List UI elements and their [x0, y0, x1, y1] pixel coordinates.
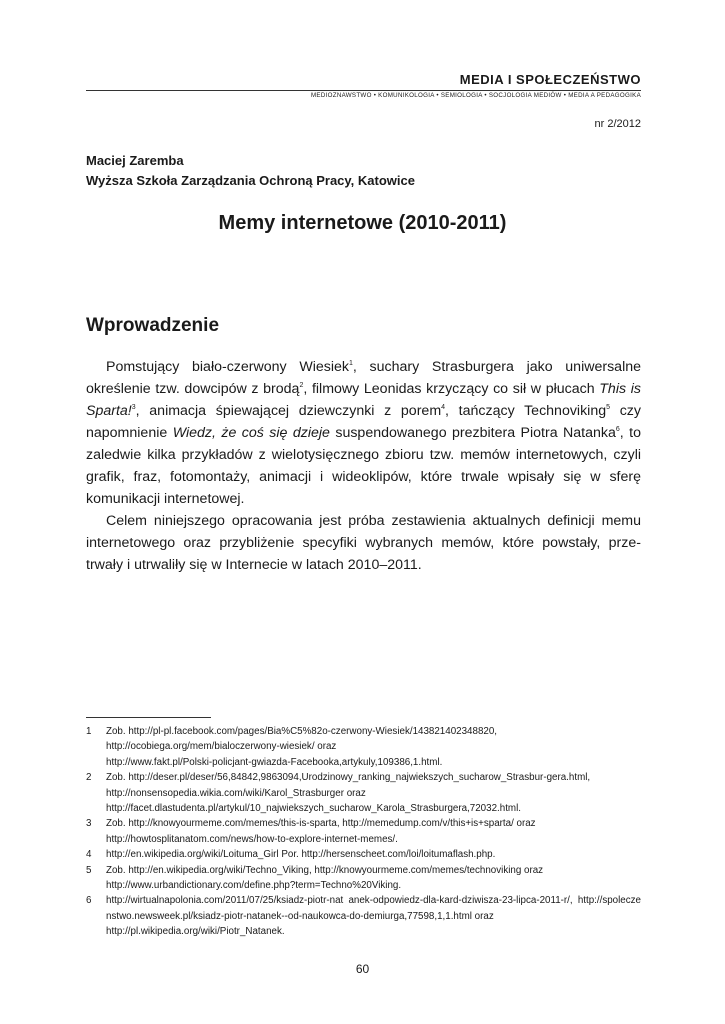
text-run: , suchary Strasburgera jako uniwersalne określenie tzw. dowcipów z brodą	[86, 359, 641, 397]
footnote-line: http://www.urbandictionary.com/define.php?term=Techno%20Viking.	[106, 880, 402, 892]
text-run: , to zaledwie kilka przykładów z wielotysięcznego zbioru tzw. memów internetowych, czyli grafik, fraz, fotomontaży, animacji i wideoklipów, które trwale wpisały się w sferę komunikacji internetowej.	[86, 425, 641, 507]
footnote-number: 6	[86, 895, 92, 907]
footnote-text	[106, 770, 641, 816]
footnote-line: http://www.fakt.pl/Polski-policjant-gwiazda-Facebooka,artykuly,109386,1.html.	[106, 756, 443, 768]
text-run: Pomstujący biało-czerwony Wiesiek	[106, 359, 349, 375]
header-rule	[86, 90, 641, 91]
footnote-line: http://ocobiega.org/mem/bialoczerwony-wiesiek/ oraz	[106, 741, 337, 753]
footnote-line: Zob. http://pl-pl.facebook.com/pages/Bia%C5%82o-czerwony-Wiesiek/143821402348820,	[106, 726, 498, 737]
footnote	[86, 863, 641, 894]
footnote-line: Zob. http://en.wikipedia.org/wiki/Techno_Viking, http://knowyourmeme.com/memes/technoviking oraz	[106, 864, 544, 876]
footnote-ref: 3	[131, 404, 136, 411]
footnote-line: http://pl.wikipedia.org/wiki/Piotr_Natanek.	[106, 926, 285, 938]
footnote	[86, 724, 641, 770]
paragraph-2: Celem niniejszego opracowania jest próba zestawienia aktualnych definicji memu internetowego oraz przybliżenie specyfiki wybranych memów, które powstały, prze-trwały i utrwaliły się w Internecie w latach 2010–2011.	[86, 513, 641, 573]
section-heading: Wprowadzenie	[86, 315, 220, 336]
paper-title: Memy internetowe (2010-2011)	[218, 212, 507, 234]
paragraph-1	[86, 356, 641, 510]
footnotes	[86, 724, 641, 940]
text-run: czy napomnienie	[86, 403, 641, 441]
text-run: , filmowy Leonidas krzyczący co sił w płucach	[303, 381, 600, 397]
text-run: suspendowanego prezbitera Piotra Natanka	[329, 425, 616, 441]
footnote-number: 2	[86, 772, 92, 784]
footnote-ref: 2	[299, 382, 304, 389]
footnote-text	[106, 863, 641, 894]
italic-text: Wiedz, że coś się dzieje	[172, 425, 330, 441]
footnote-text	[106, 847, 641, 862]
footnote-ref: 5	[606, 404, 611, 411]
footnote	[86, 847, 641, 862]
text-run: , tańczący Technoviking	[445, 403, 607, 419]
footnote-line: http://facet.dlastudenta.pl/artykul/10_najwiekszych_sucharow_Karola_Strasburgera,72032.html.	[106, 803, 521, 815]
journal-title: MEDIA I SPOŁECZEŃSTWO	[459, 72, 641, 87]
footnote-ref: 1	[348, 360, 353, 367]
footnote	[86, 893, 641, 939]
footnote-line: Zob. http://knowyourmeme.com/memes/this-is-sparta, http://memedump.com/v/this+is+sparta/ oraz	[106, 818, 536, 830]
footnote-text	[106, 816, 641, 847]
author-name: Maciej Zaremba	[86, 153, 184, 168]
footnote-line: Zob. http://deser.pl/deser/56,84842,9863094,Urodzinowy_ranking_najwiekszych_sucharow_Strasbur-gera.html,	[106, 772, 591, 784]
footnote-number: 4	[86, 849, 92, 861]
body-text	[86, 356, 641, 576]
footnote-ref: 4	[441, 404, 446, 411]
footnote-line: http://en.wikipedia.org/wiki/Loituma_Girl Por. http://hersenscheet.com/loi/loitumaflash.php.	[106, 849, 496, 861]
footnote-number: 1	[86, 726, 92, 737]
footnote-line: http://howtosplitanatom.com/news/how-to-explore-internet-memes/.	[106, 833, 398, 845]
page-number: 60	[355, 962, 370, 976]
text-run: , animacja śpiewającej dziewczynki z porem	[135, 403, 442, 419]
footnote-ref: 6	[615, 426, 620, 433]
footnote	[86, 816, 641, 847]
footnote-text	[106, 724, 641, 770]
footnote-number: 3	[86, 818, 92, 830]
footnote-line: http://wirtualnapolonia.com/2011/07/25/ksiadz-piotr-nat anek-odpowiedz-dla-kard-dziwisza-23-lipca-2011-r/, http://spoleczenstwo.newsweek.pl/ksiadz-piotr-natanek--od-naukowca-do-demiurga,77598,1,1.html oraz	[106, 895, 641, 922]
italic-text: This is Sparta!	[86, 381, 641, 419]
issue-number: nr 2/2012	[594, 118, 641, 130]
footnote-text	[106, 893, 641, 939]
journal-subjects: MEDIOZNAWSTWO • KOMUNIKOLOGIA • SEMIOLOGIA • SOCJOLOGIA MEDIÓW • MEDIA A PEDAGOGIKA	[310, 92, 641, 99]
footnote-rule	[86, 717, 211, 718]
author-block	[86, 151, 415, 191]
footnote-line: http://nonsensopedia.wikia.com/wiki/Karol_Strasburger oraz	[106, 787, 366, 799]
footnote	[86, 770, 641, 816]
footnote-number: 5	[86, 864, 92, 876]
author-affiliation: Wyższa Szkoła Zarządzania Ochroną Pracy, Katowice	[86, 173, 415, 188]
